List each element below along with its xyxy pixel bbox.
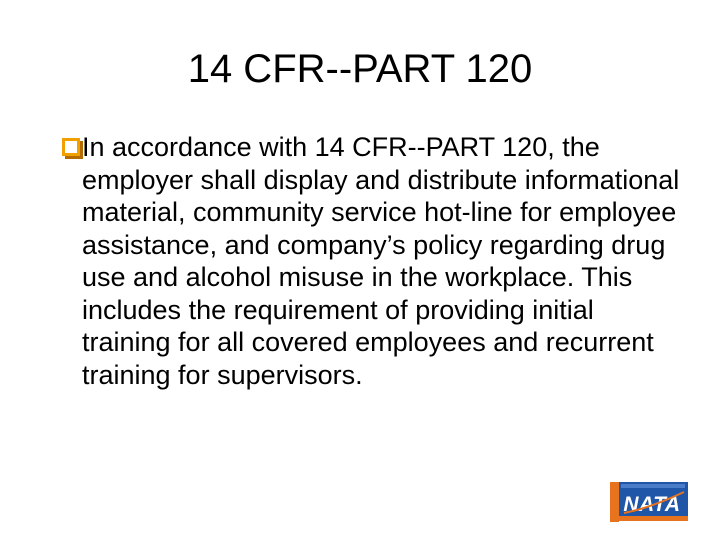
slide-title: 14 CFR--PART 120 (187, 47, 533, 91)
bullet-text: In accordance with 14 CFR--PART 120, the employer shall display and distribute informational material, community service hot-line for employee assistance, and company’s policy regarding drug use and alcohol misuse in the workplace. This includes the requirement of providing initial training for all covered employees and recurrent training for supervisors. (82, 132, 680, 390)
nata-logo-icon (610, 480, 690, 522)
logo-letters: NATA (623, 493, 681, 516)
nata-logo (610, 480, 690, 522)
checkbox-bullet-icon (62, 138, 80, 156)
